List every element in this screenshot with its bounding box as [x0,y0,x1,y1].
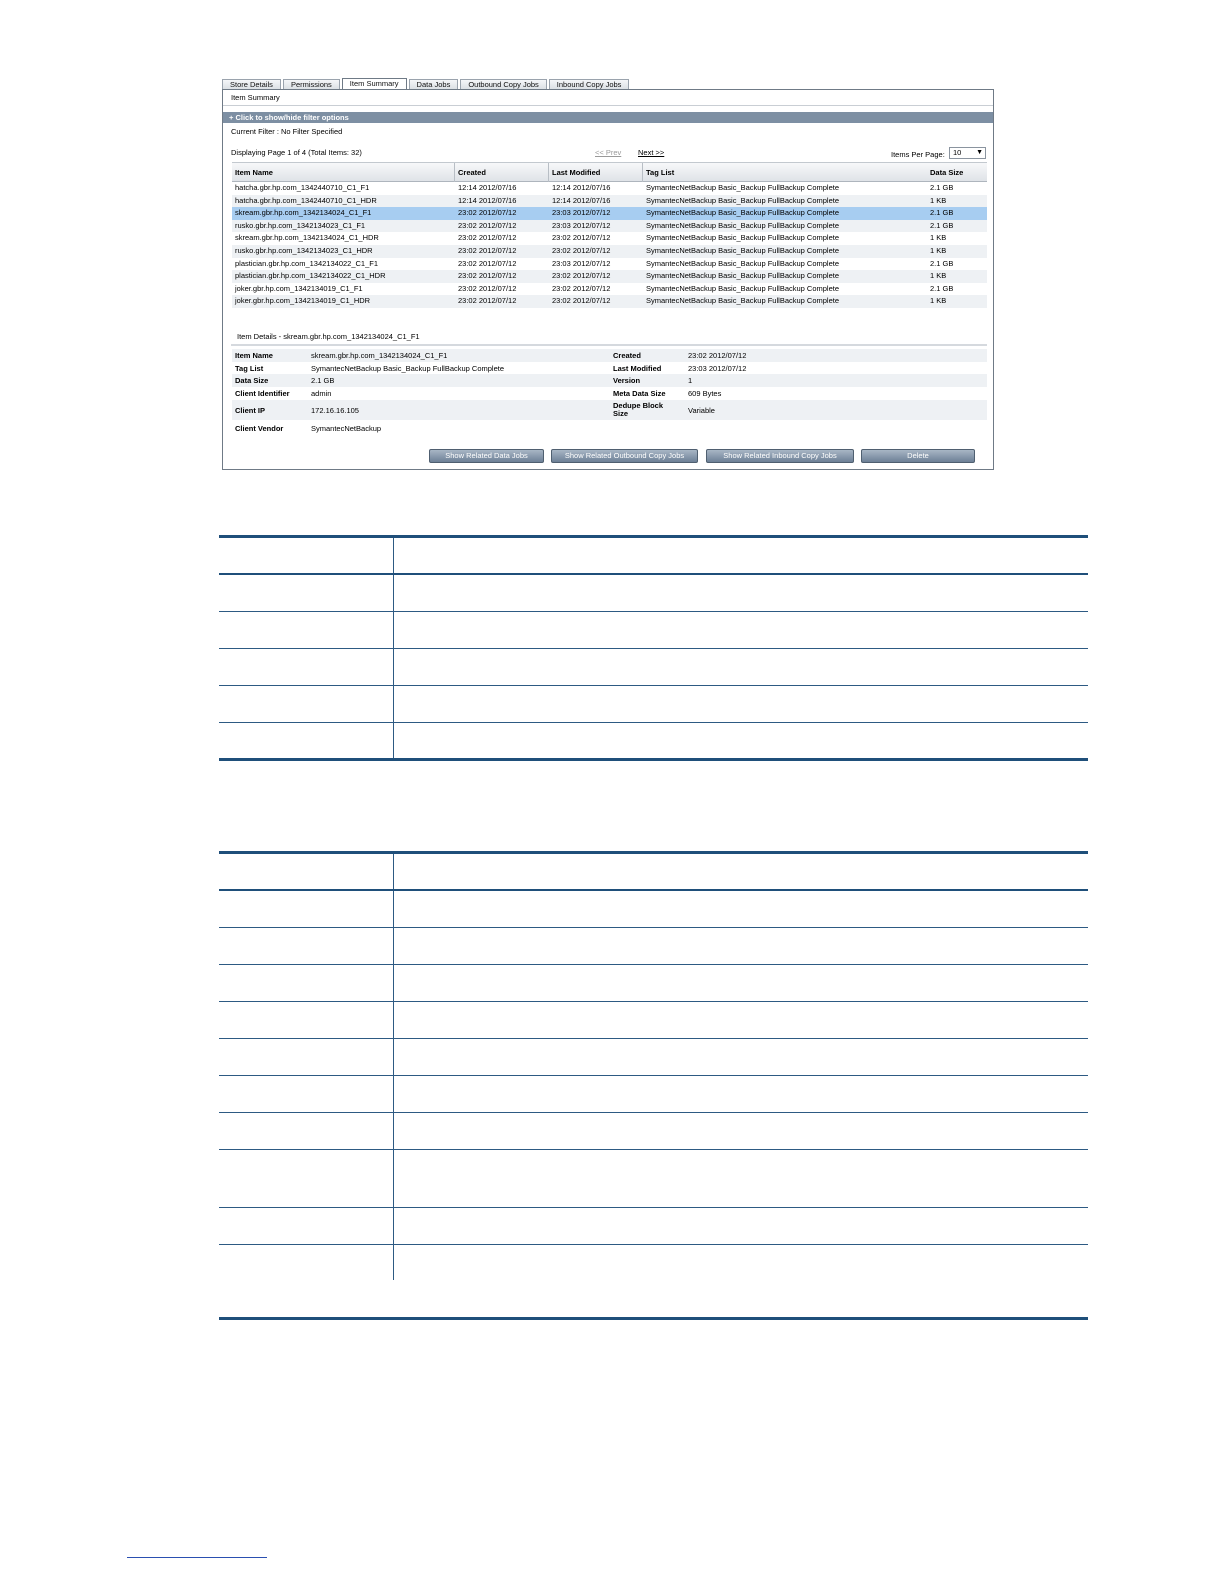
cell-item-name: skream.gbr.hp.com_1342134024_C1_F1 [235,208,372,218]
cell-created: 23:02 2012/07/12 [458,208,517,218]
cell-created: 23:02 2012/07/12 [458,271,517,281]
table-row [219,1112,1088,1149]
cell-item-name: joker.gbr.hp.com_1342134019_C1_F1 [235,283,363,293]
table-header-row [219,538,1088,574]
detail-row [232,387,987,400]
detail-label: Item Name [235,351,273,360]
table-row[interactable] [232,182,987,195]
cell-last-modified: 23:03 2012/07/12 [552,220,611,230]
table-rule-bottom [219,1317,1088,1320]
show-related-outbound-copy-jobs-button[interactable]: Show Related Outbound Copy Jobs [551,449,698,463]
grid-body [232,182,987,308]
cell-tag-list: SymantecNetBackup Basic_Backup FullBackup Complete [646,233,840,243]
items-per-page-value: 10 [953,148,962,157]
cell-last-modified: 23:03 2012/07/12 [552,208,611,218]
table-row [219,1001,1088,1038]
column-header-data-size[interactable]: Data Size [930,168,964,177]
detail-value: 172.16.16.105 [311,406,359,415]
show-related-inbound-copy-jobs-button[interactable]: Show Related Inbound Copy Jobs [706,449,854,463]
field-table-2 [219,854,1088,1280]
item-summary-panel [222,89,994,470]
cell-last-modified: 23:03 2012/07/12 [552,258,611,268]
tab-permissions[interactable]: Permissions [283,79,340,90]
cell-created: 12:14 2012/07/16 [458,195,517,205]
table-row [219,890,1088,927]
detail-value: SymantecNetBackup Basic_Backup FullBackup Complete [311,364,505,373]
tab-item-summary[interactable]: Item Summary [342,78,407,90]
field-table-1 [219,538,1088,758]
cell-tag-list: SymantecNetBackup Basic_Backup FullBackup Complete [646,183,840,192]
table-row[interactable] [232,232,987,245]
detail-row [232,362,987,375]
table-row[interactable] [232,283,987,296]
detail-value: Variable [688,406,715,415]
cell-data-size: 1 KB [930,195,947,205]
table-rule-bottom [219,758,1088,761]
cell-item-name: rusko.gbr.hp.com_1342134023_C1_HDR [235,245,373,255]
detail-label: Client IP [235,406,266,415]
cell-last-modified: 12:14 2012/07/16 [552,183,611,192]
cell-tag-list: SymantecNetBackup Basic_Backup FullBackup Complete [646,271,840,281]
column-separator [548,163,549,182]
column-header-item-name[interactable]: Item Name [235,168,273,177]
detail-value: skream.gbr.hp.com_1342134024_C1_F1 [311,351,448,360]
cell-created: 23:02 2012/07/12 [458,258,517,268]
table-row [219,964,1088,1001]
cell-item-name: hatcha.gbr.hp.com_1342440710_C1_F1 [235,183,370,192]
detail-value: 23:03 2012/07/12 [688,364,747,373]
cell-tag-list: SymantecNetBackup Basic_Backup FullBackup Complete [646,195,840,205]
cell-last-modified: 23:02 2012/07/12 [552,296,611,306]
cell-data-size: 1 KB [930,296,947,306]
cell-data-size: 2.1 GB [930,283,954,293]
divider [223,105,993,106]
table-row [219,722,1088,758]
column-separator [642,163,643,182]
detail-value: SymantecNetBackup [311,424,382,433]
cell-tag-list: SymantecNetBackup Basic_Backup FullBackup Complete [646,208,840,218]
cell-created: 23:02 2012/07/12 [458,233,517,243]
table-row[interactable] [232,245,987,258]
cell-item-name: plastician.gbr.hp.com_1342134022_C1_HDR [235,271,386,281]
cell-tag-list: SymantecNetBackup Basic_Backup FullBackup Complete [646,245,840,255]
cell-tag-list: SymantecNetBackup Basic_Backup FullBackup Complete [646,220,840,230]
table-row [219,685,1088,722]
item-summary-screenshot [222,78,994,470]
cell-last-modified: 23:02 2012/07/12 [552,245,611,255]
detail-value: 609 Bytes [688,389,722,398]
cell-tag-list: SymantecNetBackup Basic_Backup FullBackup Complete [646,283,840,293]
detail-label: Last Modified [613,364,662,373]
detail-label: Client Vendor [235,424,284,433]
prev-page-link[interactable]: << Prev [595,148,622,157]
table-row [219,648,1088,685]
show-related-data-jobs-button[interactable]: Show Related Data Jobs [429,449,544,463]
items-per-page-select[interactable] [949,147,986,159]
detail-label: Size [613,409,629,418]
table-row[interactable] [232,207,987,220]
cell-created: 23:02 2012/07/12 [458,296,517,306]
current-filter-text: Current Filter : No Filter Specified [231,127,343,136]
detail-row [232,422,987,435]
cell-data-size: 1 KB [930,271,947,281]
detail-value: 23:02 2012/07/12 [688,351,747,360]
tab-store-details[interactable]: Store Details [222,79,281,90]
table-row [219,1149,1088,1207]
column-separator [454,163,455,182]
table-row [219,574,1088,611]
detail-row [232,349,987,362]
cell-data-size: 2.1 GB [930,258,954,268]
cell-item-name: hatcha.gbr.hp.com_1342440710_C1_HDR [235,195,377,205]
cell-data-size: 2.1 GB [930,220,954,230]
table-row[interactable] [232,195,987,208]
next-page-link[interactable]: Next >> [638,148,665,157]
footnote-rule [127,1557,267,1558]
cell-data-size: 1 KB [930,233,947,243]
table-header-row [219,854,1088,890]
grid-header [232,162,987,182]
cell-created: 12:14 2012/07/16 [458,183,517,192]
items-per-page-label: Items Per Page: [891,150,945,159]
column-header-tag-list[interactable]: Tag List [646,168,675,177]
table-row[interactable] [232,295,987,308]
column-header-created[interactable]: Created [458,168,486,177]
divider [231,344,987,346]
cell-last-modified: 23:02 2012/07/12 [552,233,611,243]
table-row[interactable] [232,270,987,283]
page-info-text: Displaying Page 1 of 4 (Total Items: 32) [231,148,362,157]
cell-item-name: rusko.gbr.hp.com_1342134023_C1_F1 [235,220,366,230]
tab-inbound-copy-jobs[interactable]: Inbound Copy Jobs [549,79,630,90]
cell-data-size: 2.1 GB [930,183,954,192]
detail-label: Meta Data Size [613,389,666,398]
cell-last-modified: 23:02 2012/07/12 [552,271,611,281]
panel-title: Item Summary [231,93,280,102]
detail-value: 2.1 GB [311,376,335,385]
cell-tag-list: SymantecNetBackup Basic_Backup FullBackup Complete [646,258,840,268]
cell-data-size: 2.1 GB [930,208,954,218]
detail-row [232,374,987,387]
cell-item-name: joker.gbr.hp.com_1342134019_C1_HDR [235,296,371,306]
item-details-title: Item Details - skream.gbr.hp.com_1342134024_C1_F1 [237,332,420,341]
items-grid [232,162,987,308]
detail-row [232,400,987,420]
table-row[interactable] [232,258,987,271]
detail-value: 1 [688,376,693,385]
chevron-down-icon: ▼ [976,149,983,156]
cell-item-name: plastician.gbr.hp.com_1342134022_C1_F1 [235,258,379,268]
table-row [219,1207,1088,1244]
detail-label: Data Size [235,376,269,385]
column-header-last-modified[interactable]: Last Modified [552,168,601,177]
cell-last-modified: 23:02 2012/07/12 [552,283,611,293]
tab-data-jobs[interactable]: Data Jobs [409,79,459,90]
cell-tag-list: SymantecNetBackup Basic_Backup FullBackup Complete [646,296,840,306]
detail-label: Tag List [235,364,264,373]
detail-label: Client Identifier [235,389,290,398]
delete-button[interactable]: Delete [861,449,975,463]
tab-outbound-copy-jobs[interactable]: Outbound Copy Jobs [460,79,546,90]
detail-label: Created [613,351,641,360]
table-row [219,1038,1088,1075]
filter-toggle-bar[interactable]: + Click to show/hide filter options [223,112,993,123]
cell-created: 23:02 2012/07/12 [458,220,517,230]
cell-item-name: skream.gbr.hp.com_1342134024_C1_HDR [235,233,379,243]
table-row [219,1244,1088,1280]
table-row [219,611,1088,648]
detail-label: Dedupe Block [613,401,664,410]
table-row [219,1075,1088,1112]
table-row[interactable] [232,220,987,233]
cell-created: 23:02 2012/07/12 [458,283,517,293]
table-row [219,927,1088,964]
detail-label: Version [613,376,641,385]
cell-data-size: 1 KB [930,245,947,255]
detail-value: admin [311,389,332,398]
cell-created: 23:02 2012/07/12 [458,245,517,255]
cell-last-modified: 12:14 2012/07/16 [552,195,611,205]
